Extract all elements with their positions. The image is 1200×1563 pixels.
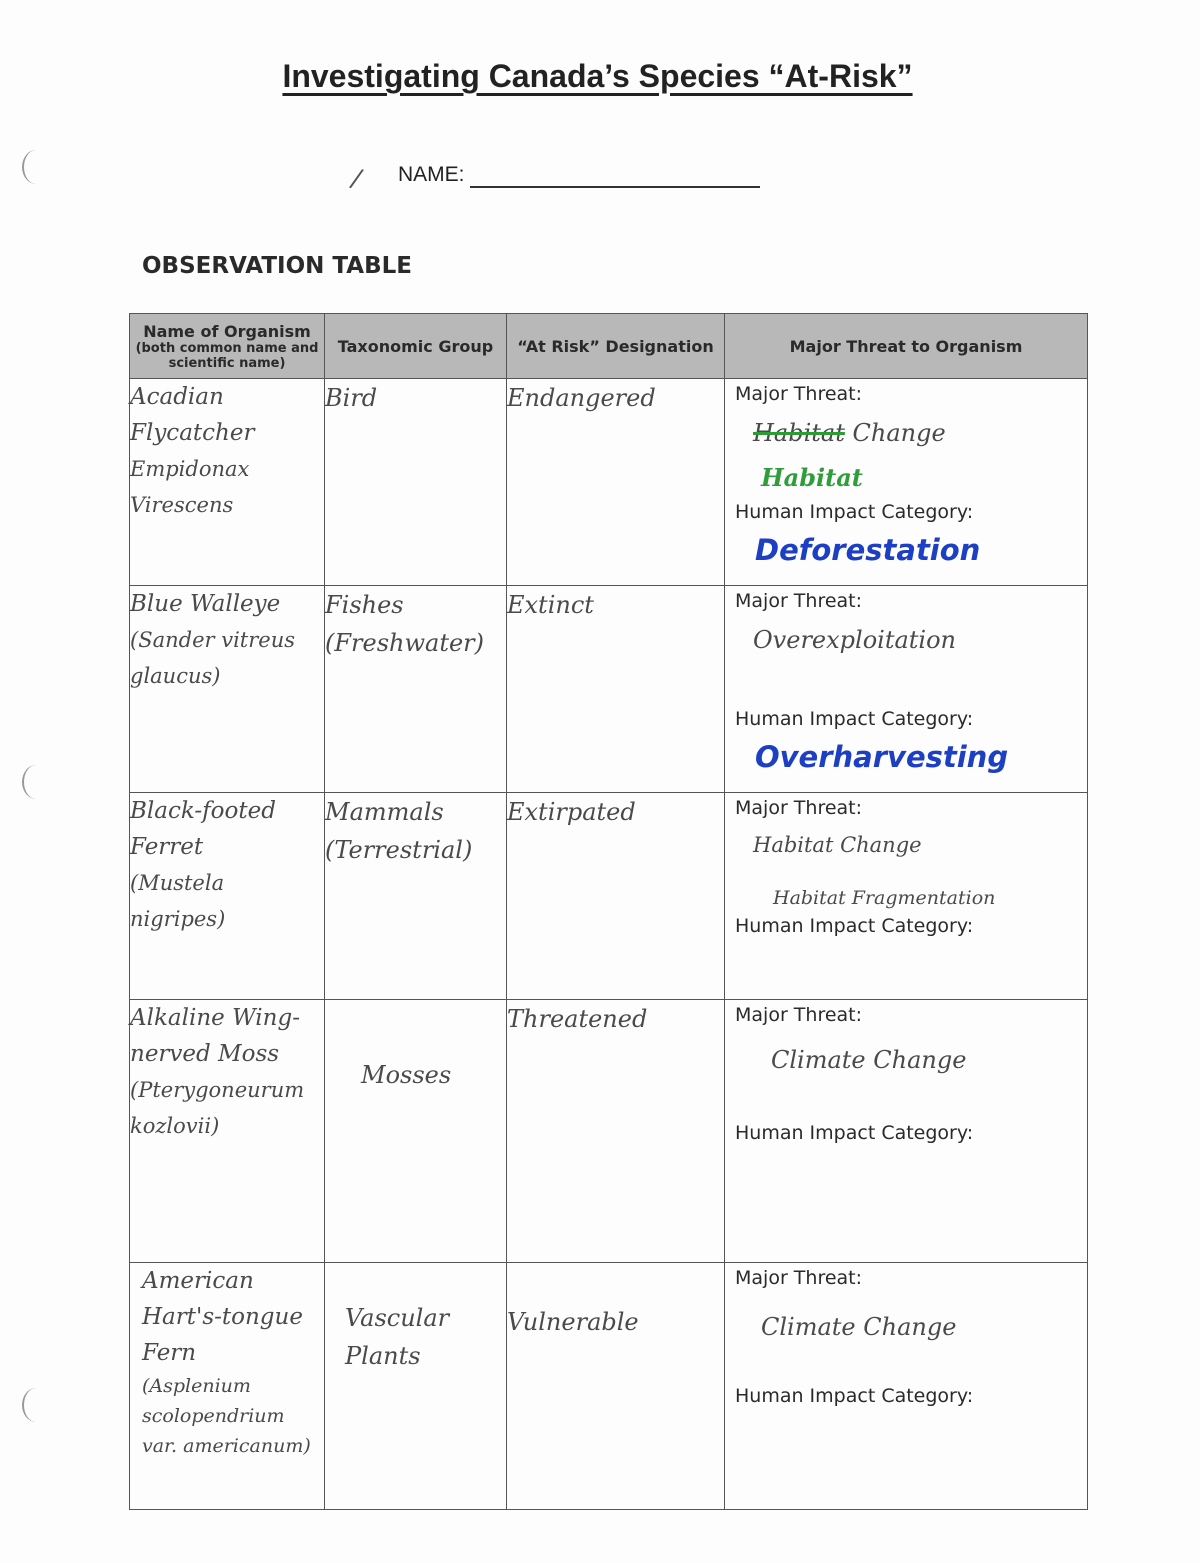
organism-name-cell bbox=[130, 1000, 325, 1263]
table-row bbox=[130, 379, 1088, 586]
common-name: Alkaline Wing-nerved Moss bbox=[130, 1005, 300, 1067]
impact-category-value: Deforestation bbox=[755, 533, 981, 567]
impact-category-value: Overharvesting bbox=[755, 740, 1009, 774]
human-impact-label: Human Impact Category: bbox=[735, 1385, 974, 1407]
table-header-row bbox=[130, 314, 1088, 379]
organism-name-cell bbox=[130, 379, 325, 586]
human-impact-label: Human Impact Category: bbox=[735, 915, 974, 937]
taxonomic-group-cell: Fishes (Freshwater) bbox=[325, 586, 507, 793]
threat-cell bbox=[725, 1263, 1088, 1510]
designation-cell: Extinct bbox=[507, 586, 725, 793]
header-at-risk-designation: “At Risk” Designation bbox=[507, 314, 725, 379]
pen-mark: / bbox=[347, 163, 366, 195]
header-name-of-organism: Name of Organism (both common name and scientific name) bbox=[130, 314, 325, 379]
threat-cell bbox=[725, 379, 1088, 586]
table-row bbox=[130, 793, 1088, 1000]
page-title: Investigating Canada’s Species “At-Risk” bbox=[282, 58, 913, 94]
threat-cell bbox=[725, 793, 1088, 1000]
threat-cell bbox=[725, 1000, 1088, 1263]
organism-name-cell bbox=[130, 793, 325, 1000]
taxonomic-group-cell: Mosses bbox=[325, 1000, 507, 1263]
major-threat-value: Habitat Change bbox=[753, 419, 946, 447]
punch-hole bbox=[22, 150, 50, 184]
major-threat-label: Major Threat: bbox=[735, 383, 863, 405]
threat-correction: Habitat bbox=[761, 463, 863, 492]
scientific-name: (Mustela nigripes) bbox=[130, 871, 226, 931]
header-taxonomic-group: Taxonomic Group bbox=[325, 314, 507, 379]
major-threat-label: Major Threat: bbox=[735, 590, 863, 612]
major-threat-value: Climate Change bbox=[761, 1313, 957, 1341]
table-row bbox=[130, 1000, 1088, 1263]
name-blank-line bbox=[470, 186, 760, 188]
major-threat-value: Habitat Change bbox=[753, 833, 922, 857]
major-threat-label: Major Threat: bbox=[735, 797, 863, 819]
major-threat-value: Climate Change bbox=[771, 1046, 967, 1074]
major-threat-label: Major Threat: bbox=[735, 1004, 863, 1026]
taxonomic-group-cell: Bird bbox=[325, 379, 507, 586]
scientific-name: (Asplenium scolopendrium var. americanum) bbox=[142, 1375, 311, 1457]
designation-cell: Vulnerable bbox=[507, 1263, 725, 1510]
observation-table bbox=[129, 313, 1088, 1510]
common-name: Black-footed Ferret bbox=[130, 798, 276, 860]
scientific-name: (Sander vitreus glaucus) bbox=[130, 628, 295, 688]
punch-hole bbox=[22, 1388, 50, 1422]
name-label: NAME: bbox=[398, 163, 465, 186]
scientific-name: Empidonax Virescens bbox=[130, 457, 250, 517]
punch-hole bbox=[22, 765, 50, 799]
table-row bbox=[130, 1263, 1088, 1510]
table-row bbox=[130, 586, 1088, 793]
designation-cell: Threatened bbox=[507, 1000, 725, 1263]
human-impact-label: Human Impact Category: bbox=[735, 501, 974, 523]
header-major-threat: Major Threat to Organism bbox=[725, 314, 1088, 379]
threat-cell bbox=[725, 586, 1088, 793]
designation-cell: Endangered bbox=[507, 379, 725, 586]
taxonomic-group-cell: Vascular Plants bbox=[325, 1263, 507, 1510]
human-impact-label: Human Impact Category: bbox=[735, 708, 974, 730]
organism-name-cell bbox=[130, 586, 325, 793]
common-name: Blue Walleye bbox=[130, 591, 281, 617]
major-threat-value: Overexploitation bbox=[753, 626, 956, 654]
human-impact-label: Human Impact Category: bbox=[735, 1122, 974, 1144]
major-threat-second-value: Habitat Fragmentation bbox=[773, 887, 996, 909]
section-title: OBSERVATION TABLE bbox=[142, 253, 412, 279]
scientific-name: (Pterygoneurum kozlovii) bbox=[130, 1078, 305, 1138]
designation-cell: Extirpated bbox=[507, 793, 725, 1000]
common-name: Acadian Flycatcher bbox=[130, 384, 255, 446]
taxonomic-group-cell: Mammals (Terrestrial) bbox=[325, 793, 507, 1000]
common-name: American Hart's-tongue Fern bbox=[142, 1268, 303, 1366]
organism-name-cell bbox=[130, 1263, 325, 1510]
major-threat-label: Major Threat: bbox=[735, 1267, 863, 1289]
